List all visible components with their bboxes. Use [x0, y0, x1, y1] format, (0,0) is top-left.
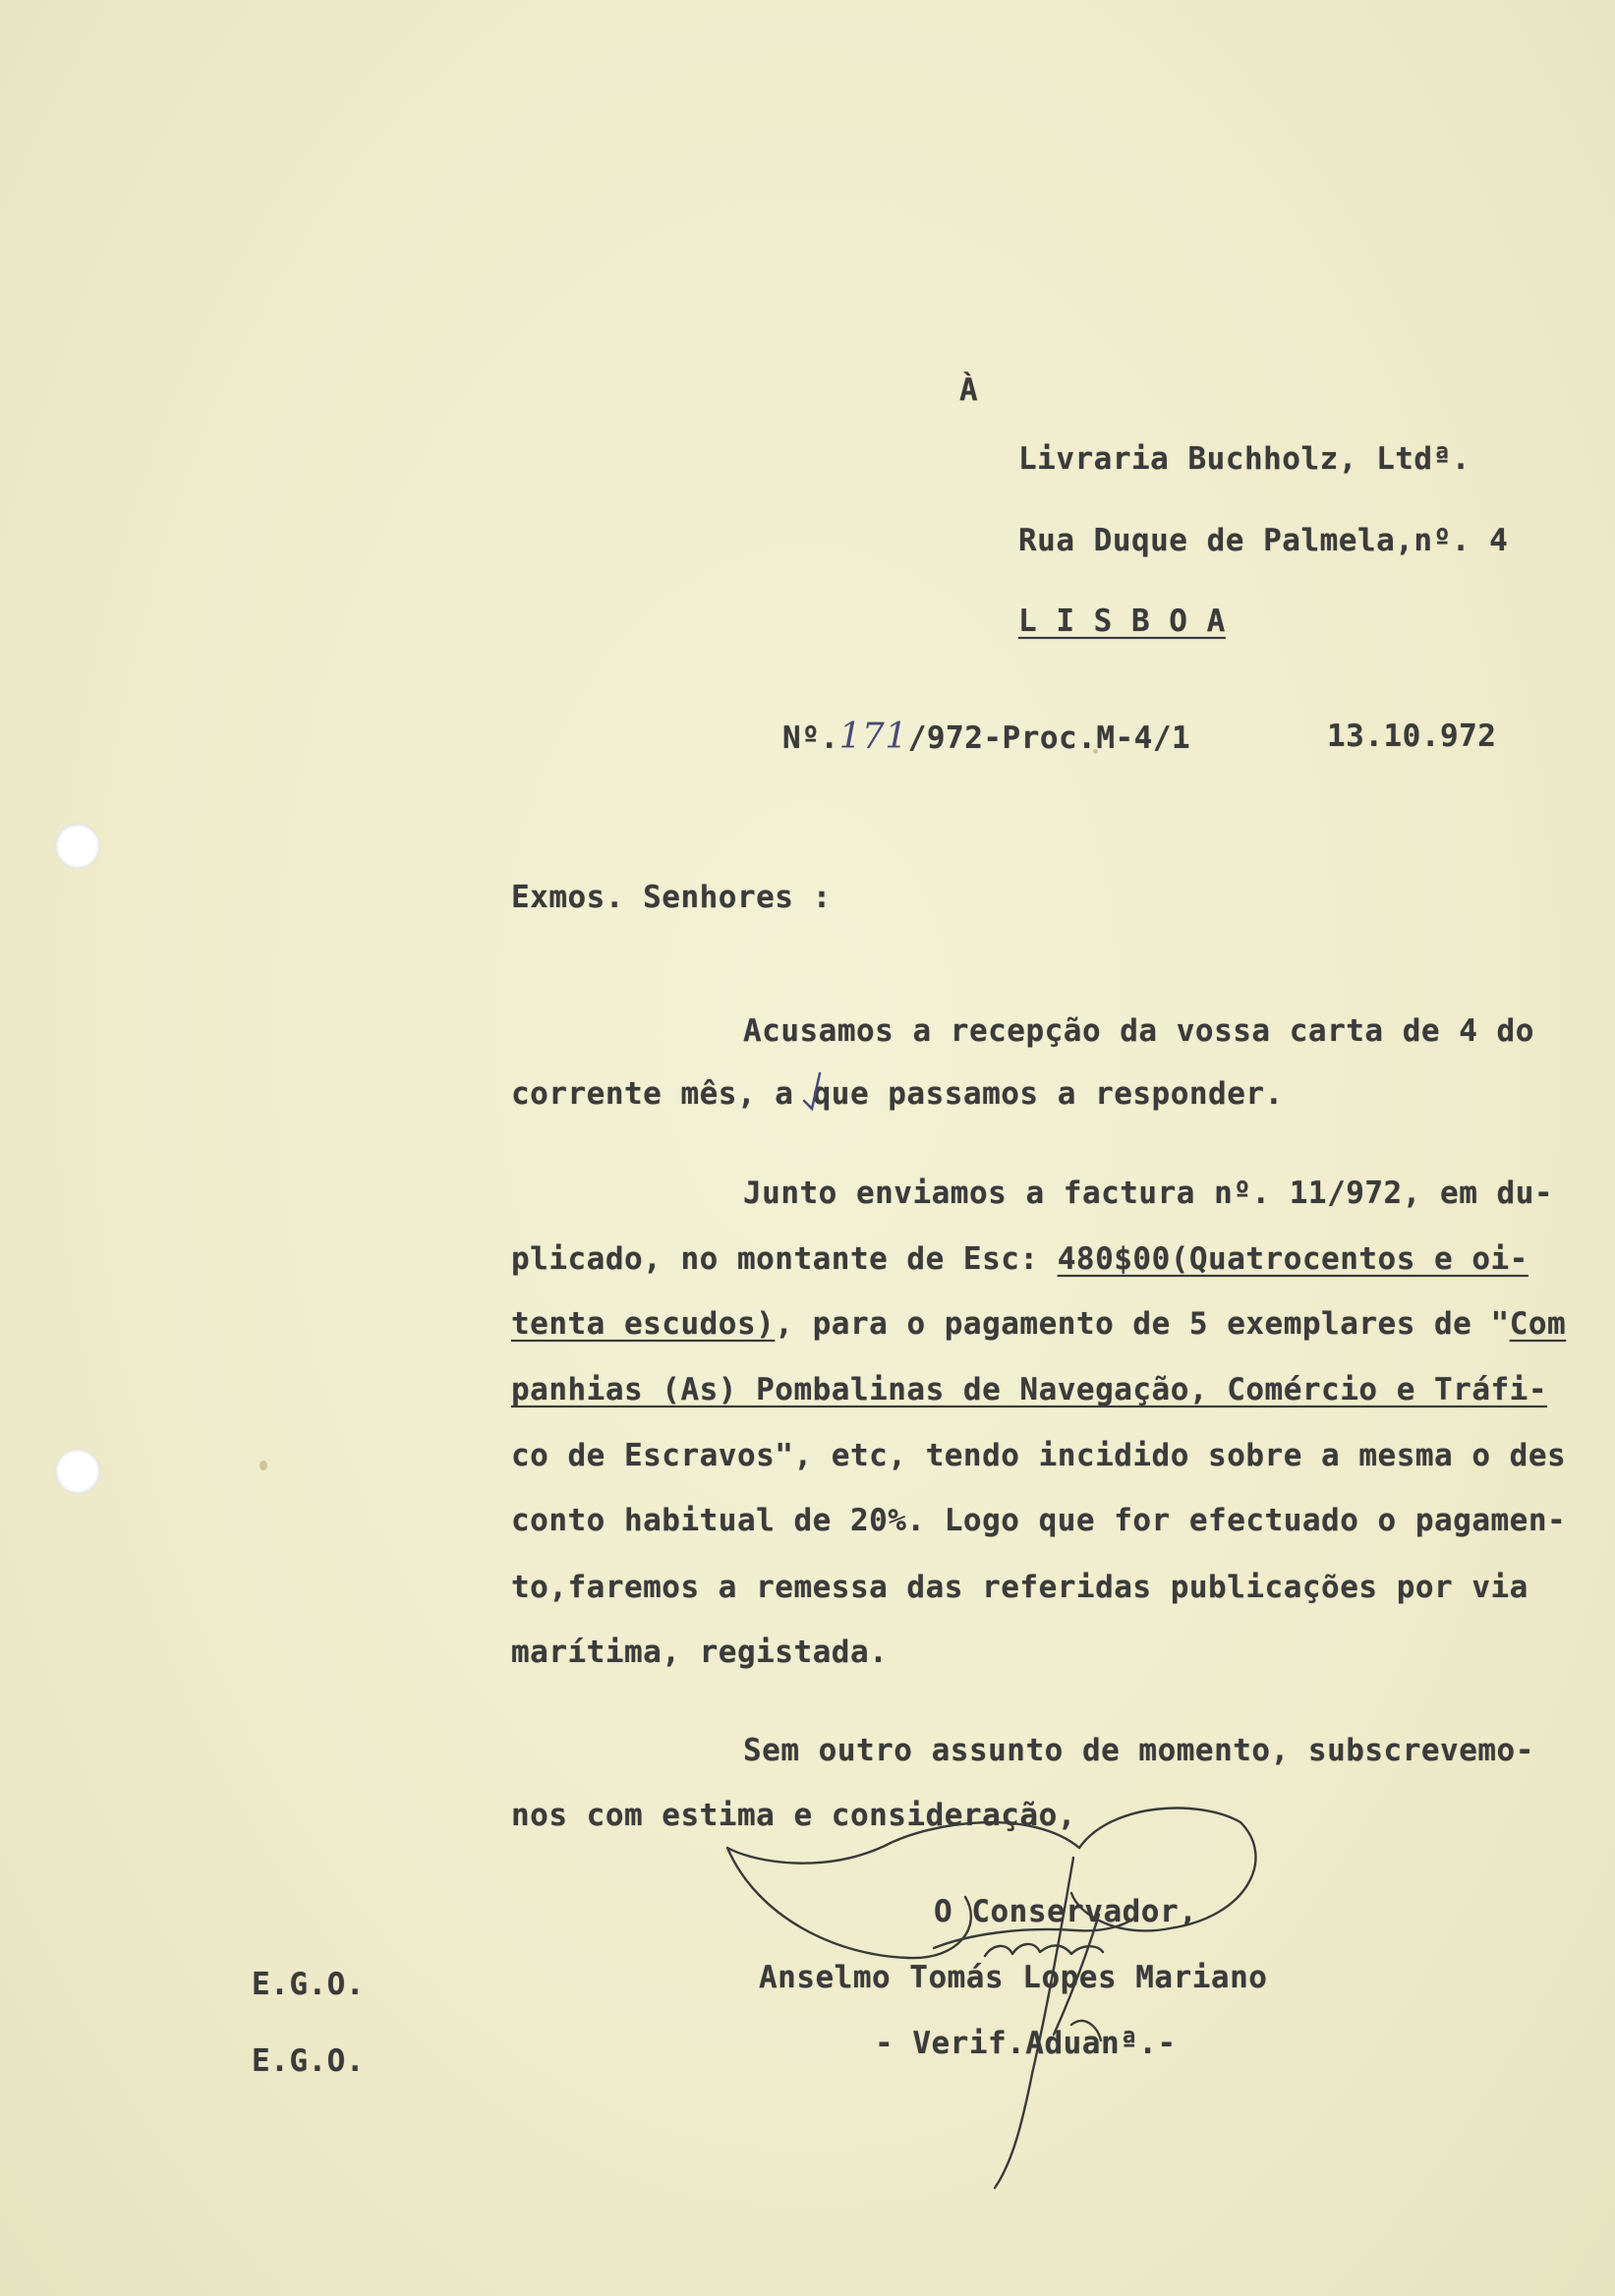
reference-line — [782, 719, 1190, 755]
punch-hole-top — [55, 824, 100, 869]
signatory-role: - Verif.Aduanª.- — [875, 2026, 1177, 2061]
payment-purpose: , para o pagamento de 5 exemplares de " — [775, 1306, 1510, 1342]
body-paragraph-2-line-5: co de Escravos", etc, tendo incidido sobre a mesma o des — [511, 1438, 1567, 1473]
body-paragraph-1-line-1: Acusamos a recepção da vossa carta de 4 do — [743, 1013, 1534, 1049]
book-title-continued: panhias (As) Pombalinas de Navegação, Comércio e Tráfi- — [511, 1372, 1547, 1407]
letter-date: 13.10.972 — [1327, 718, 1497, 754]
addressee-prefix: À — [959, 373, 979, 408]
body-paragraph-2-line-1: Junto enviamos a factura nº. 11/972, em du- — [743, 1176, 1554, 1211]
amount-intro: plicado, no montante de Esc: — [511, 1241, 1058, 1277]
reference-handwritten-number: 171 — [838, 717, 908, 757]
reference-prefix: Nº. — [782, 720, 839, 756]
punch-hole-bottom — [55, 1449, 100, 1494]
reference-rest: /972-Proc.M-4/1 — [907, 720, 1191, 756]
amount-value: 480$00(Quatrocentos e oi- — [1057, 1241, 1528, 1277]
body-paragraph-2-line-8: marítima, registada. — [511, 1635, 889, 1670]
salutation: Exmos. Senhores : — [511, 880, 832, 915]
body-paragraph-2-line-2 — [511, 1241, 1528, 1277]
body-paragraph-2-line-6: conto habitual de 20%. Logo que for efectuado o pagamen- — [511, 1503, 1567, 1538]
body-paragraph-2-line-3 — [511, 1306, 1567, 1342]
body-paragraph-3-line-2: nos com estima e consideração, — [511, 1798, 1076, 1833]
book-title-start: Com — [1509, 1306, 1567, 1342]
copy-marker-1: E.G.O. — [252, 1967, 365, 2002]
body-paragraph-1-line-2: corrente mês, a que passamos a responder. — [511, 1076, 1284, 1112]
paper-stain — [260, 1461, 267, 1470]
copy-marker-2: E.G.O. — [252, 2043, 365, 2079]
addressee-line-2: Rua Duque de Palmela,nº. 4 — [1018, 523, 1509, 558]
addressee-line-1: Livraria Buchholz, Ltdª. — [1018, 441, 1471, 477]
signatory-name: Anselmo Tomás Lopes Mariano — [759, 1960, 1268, 1995]
amount-value-continued: tenta escudos) — [511, 1306, 776, 1342]
handwritten-signature-icon — [727, 1808, 1255, 2188]
addressee-city: L I S B O A — [1018, 603, 1226, 639]
signatory-title: O Conservador, — [934, 1894, 1198, 1929]
body-paragraph-2-line-7: to,faremos a remessa das referidas publicações por via — [511, 1570, 1528, 1605]
body-paragraph-3-line-1: Sem outro assunto de momento, subscrevemo- — [743, 1733, 1534, 1768]
